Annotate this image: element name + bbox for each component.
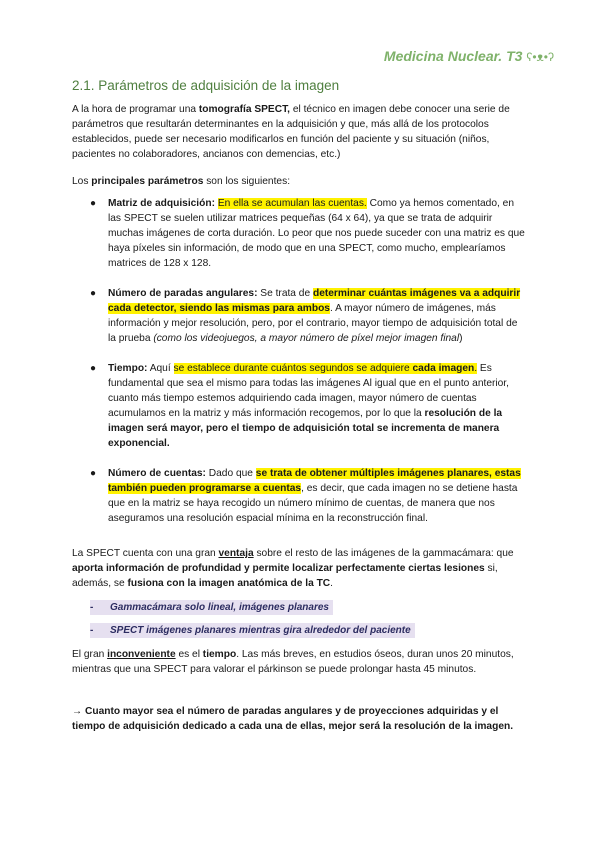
lead-bold-1: principales parámetros (91, 176, 204, 187)
disadvantage-text-2: es el (175, 649, 203, 660)
arrow-right-icon: → (72, 706, 83, 717)
section-title: 2.1. Parámetros de adquisición de la imagen (72, 78, 340, 93)
bear-kaomoji-icon: ʕ•ᴥ•ʔ (526, 50, 554, 64)
param-italic: (como los videojuegos, a mayor número de píxel mejor imagen final (153, 333, 460, 344)
list-item (72, 361, 528, 451)
bullet-icon: ● (90, 288, 97, 299)
param-tail: ) (459, 333, 463, 344)
param-highlight-bold: cada imagen (412, 363, 475, 374)
param-pre: Se trata de (257, 288, 313, 299)
advantage-bold-2: fusiona con la imagen anatómica de la TC (127, 578, 331, 589)
header-title (384, 48, 554, 64)
dash-marker: - (90, 625, 94, 636)
parameters-list (72, 196, 528, 541)
intro-text-2: el técnico en imagen debe conocer una serie de parámetros que resultarán determinantes en la adquisición y que, más allá de los protocolos establecidos, puede ser necesario modificarlos en función del paciente y su situación (niños, pacientes no colaboradores, ancianos con demencias, etc.) (72, 104, 510, 160)
advantage-text-2: sobre el resto de las imágenes de la gammacámara: que (253, 548, 514, 559)
list-item (72, 286, 528, 346)
disadvantage-underline: inconveniente (107, 649, 176, 660)
conclusion-paragraph (72, 704, 528, 734)
param-label: Matriz de adquisición: (108, 198, 215, 209)
intro-text-1: A la hora de programar una (72, 104, 199, 115)
lead-text-1: Los (72, 176, 92, 187)
lead-paragraph (72, 174, 528, 189)
advantage-text-1: La SPECT cuenta con una gran (72, 548, 219, 559)
param-text: Como ya hemos comentado, en las SPECT se suelen utilizar matrices pequeñas (64 x 64), ya que se trata de adquirir muchas imágenes de corta duración. Lo peor que nos puede suceder con una matriz es que haya píxeles sin información, de modo que en una SPECT, como mucho, emplearíamos matrices de 128 x 128. (108, 198, 525, 269)
disadvantage-paragraph (72, 647, 528, 677)
param-label: Número de cuentas: (108, 468, 206, 479)
list-item (72, 196, 528, 271)
dash-marker: - (90, 602, 94, 613)
advantage-text-3: si, además, se (72, 563, 498, 589)
param-pre: Aquí (147, 363, 174, 374)
header-title-text: Medicina Nuclear. T3 (383, 48, 523, 64)
advantage-text-4: . (330, 578, 334, 589)
param-highlight: se establece durante cuántos segundos se adquiere (173, 363, 413, 374)
list-item (72, 466, 528, 526)
disadvantage-bold-1: tiempo (202, 649, 237, 660)
bullet-icon: ● (90, 198, 97, 209)
disadvantage-text-3: . Las más breves, en estudios óseos, duran unos 20 minutos, mientras que una SPECT para valorar el párkinson se puede prolongar hasta 45 minutos. (72, 649, 514, 675)
param-highlight: En ella se acumulan las cuentas. (217, 198, 367, 209)
param-text: . A mayor número de imágenes, más información y mejor resolución, pero, por el contrario, mayor tiempo de adquisición total de la prueba (108, 303, 518, 344)
bullet-icon: ● (90, 363, 97, 374)
advantage-paragraph (72, 546, 528, 591)
param-bold-tail: resolución de la imagen será mayor, pero el tiempo de adquisición total se incrementa de manera exponencial. (108, 408, 503, 449)
param-text: Es fundamental que sea el mismo para todas las imágenes Al igual que en el punto anterior, cuanto más tiempo estemos adquiriendo cada imagen, mayor número de cuentas acumulamos en la matriz y más información recogemos, por lo que la (108, 363, 509, 419)
dash-item (90, 600, 333, 615)
lead-text-2: son los siguientes: (203, 176, 291, 187)
intro-paragraph (72, 102, 528, 162)
bullet-icon: ● (90, 468, 97, 479)
disadvantage-text-1: El gran (72, 649, 108, 660)
param-highlight-end: . (474, 363, 478, 374)
param-highlight: determinar cuántas imágenes va a adquirir cada detector, siendo las mismas para ambos (108, 288, 521, 314)
conclusion-text: Cuanto mayor sea el número de paradas angulares y de proyecciones adquiridas y el tiempo de adquisición dedicado a cada una de ellas, mejor será la resolución de la imagen. (72, 706, 514, 732)
param-label: Tiempo: (108, 363, 148, 374)
advantage-bold-1: aporta información de profundidad y permite localizar perfectamente ciertas lesiones (72, 563, 485, 574)
param-label: Número de paradas angulares: (108, 288, 258, 299)
advantage-underline: ventaja (218, 548, 254, 559)
intro-bold-1: tomografía SPECT, (198, 104, 290, 115)
param-text: , es decir, que cada imagen no se detiene hasta que en la matriz se haya recogido un número mínimo de cuentas, de manera que nos aseguramos una resolución espacial mínima en la reconstrucción final. (108, 483, 518, 524)
dash-item-text: SPECT imágenes planares mientras gira alrededor del paciente (110, 625, 411, 636)
param-pre: Dado que (205, 468, 256, 479)
dash-item-text: Gammacámara solo lineal, imágenes planares (110, 602, 329, 613)
dash-item (90, 623, 415, 638)
param-highlight: se trata de obtener múltiples imágenes planares, estas también pueden programarse a cuentas (108, 468, 521, 494)
